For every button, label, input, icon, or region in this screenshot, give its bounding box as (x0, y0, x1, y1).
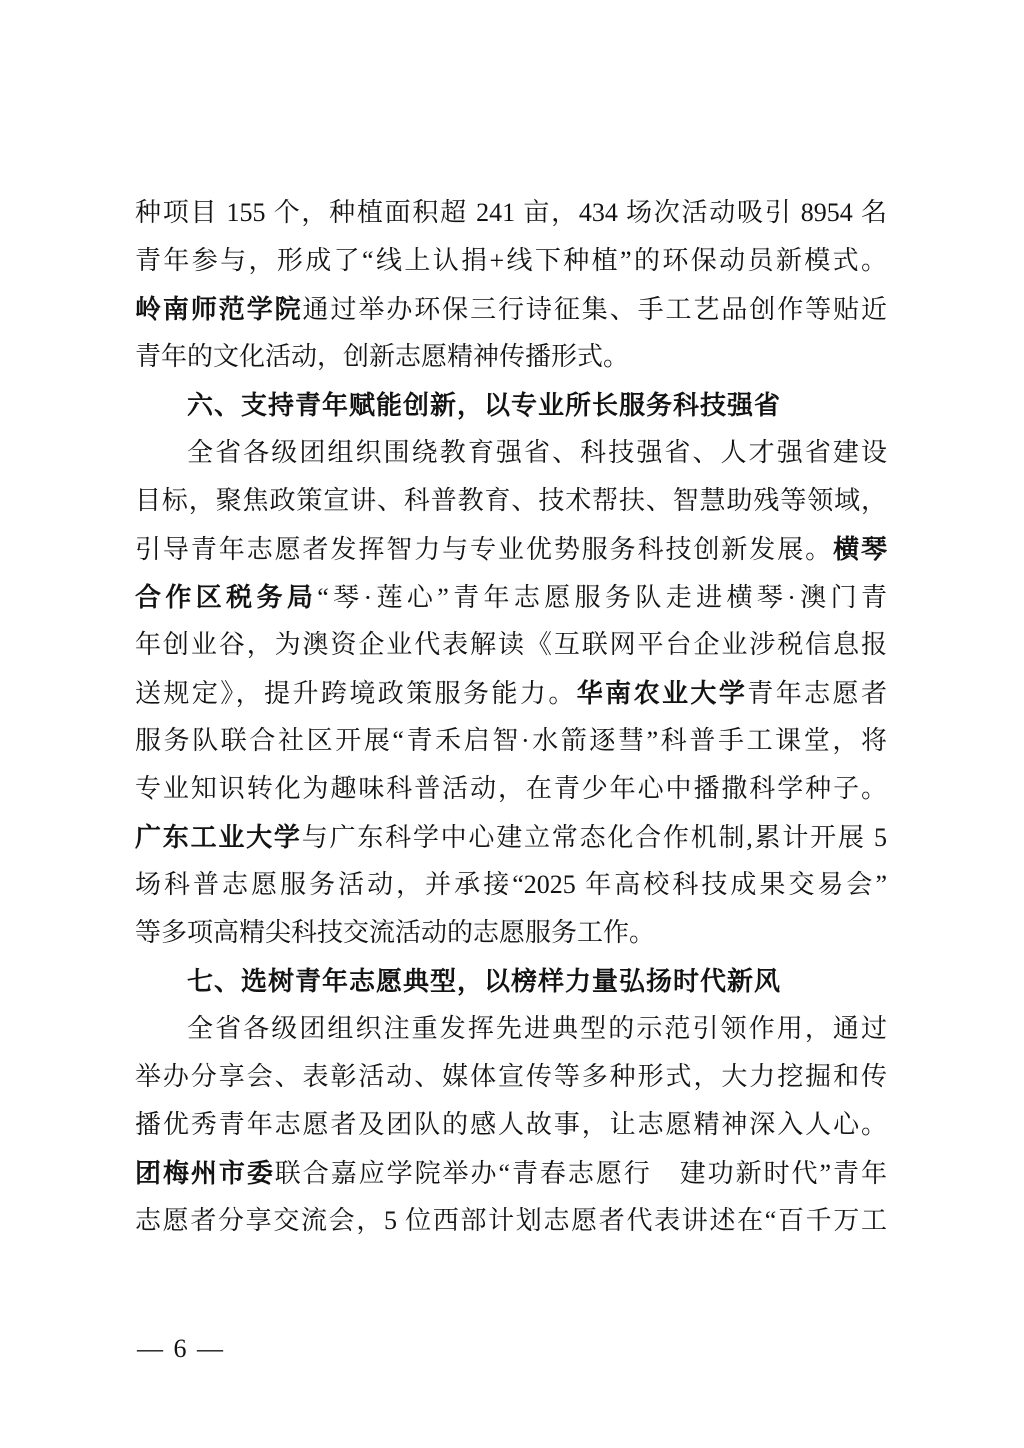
text-segment: 播优秀青年志愿者及团队的感人故事，让志愿精神深入人心。 (135, 1110, 887, 1139)
emphasis-org-name: 团梅州市委 (135, 1158, 275, 1188)
body-text-line (135, 285, 887, 333)
section-heading (135, 381, 887, 429)
body-text-line (135, 189, 887, 237)
text-segment: 全省各级团组织注重发挥先进典型的示范引领作用，通过 (187, 1014, 887, 1043)
body-text-line (135, 1149, 887, 1197)
emphasis-org-name: 六、支持青年赋能创新，以专业所长服务科技强省 (187, 390, 782, 420)
text-segment: 通过举办环保三行诗征集、手工艺品创作等贴近 (302, 295, 887, 324)
text-segment: 与广东科学中心建立常态化合作机制,累计开展 5 (301, 823, 887, 852)
body-text-line (135, 717, 887, 765)
emphasis-org-name: 合作区税务局 (135, 582, 318, 612)
body-text-line (135, 1101, 887, 1149)
body-text-line (135, 525, 887, 573)
body-text-line (135, 237, 887, 285)
text-segment: 联合嘉应学院举办“青春志愿行 建功新时代”青年 (274, 1159, 887, 1188)
text-segment: 青年志愿者 (747, 679, 887, 708)
text-segment: 等多项高精尖科技交流活动的志愿服务工作。 (135, 918, 656, 947)
text-segment: 种项目 155 个，种植面积超 241 亩，434 场次活动吸引 8954 名 (135, 198, 887, 227)
body-text-line (135, 813, 887, 861)
text-segment: 引导青年志愿者发挥智力与专业优势服务科技创新发展。 (135, 535, 834, 564)
body-text-line (135, 909, 887, 957)
section-heading (135, 957, 887, 1005)
document-lines (135, 189, 887, 1245)
text-segment: 服务队联合社区开展“青禾启智·水箭逐彗”科普手工课堂，将 (135, 726, 887, 755)
text-segment: 送规定》，提升跨境政策服务能力。 (135, 679, 577, 708)
text-segment: 青年的文化活动，创新志愿精神传播形式。 (135, 342, 630, 371)
body-text-line (135, 1053, 887, 1101)
text-segment: “琴·莲心”青年志愿服务队走进横琴·澳门青 (317, 583, 887, 612)
page-number: — 6 — (137, 1334, 225, 1363)
text-segment: 举办分享会、表彰活动、媒体宣传等多种形式，大力挖掘和传 (135, 1062, 887, 1091)
body-text-line (135, 573, 887, 621)
emphasis-org-name: 广东工业大学 (135, 822, 302, 852)
body-text-line (135, 1197, 887, 1245)
emphasis-org-name: 华南农业大学 (576, 678, 748, 708)
body-text-line (135, 429, 887, 477)
text-segment: 年创业谷，为澳资企业代表解读《互联网平台企业涉税信息报 (135, 630, 887, 659)
text-segment: 专业知识转化为趣味科普活动，在青少年心中播撒科学种子。 (135, 774, 887, 803)
body-text-line (135, 861, 887, 909)
body-text-line (135, 765, 887, 813)
text-segment: 目标，聚焦政策宣讲、科普教育、技术帮扶、智慧助残等领域， (135, 486, 887, 515)
body-text-line (135, 333, 887, 381)
emphasis-org-name: 横琴 (833, 534, 887, 564)
body-text-line (135, 621, 887, 669)
body-text-line (135, 477, 887, 525)
body-text-line (135, 1005, 887, 1053)
text-segment: 志愿者分享交流会，5 位西部计划志愿者代表讲述在“百千万工 (135, 1206, 887, 1235)
emphasis-org-name: 七、选树青年志愿典型，以榜样力量弘扬时代新风 (187, 966, 782, 996)
body-text-line (135, 669, 887, 717)
text-segment: 场科普志愿服务活动，并承接“2025 年高校科技成果交易会” (135, 870, 887, 899)
text-segment: 青年参与，形成了“线上认捐+线下种植”的环保动员新模式。 (135, 246, 887, 275)
page-footer (137, 1334, 225, 1364)
emphasis-org-name: 岭南师范学院 (135, 294, 303, 324)
text-segment: 全省各级团组织围绕教育强省、科技强省、人才强省建设 (187, 438, 887, 467)
